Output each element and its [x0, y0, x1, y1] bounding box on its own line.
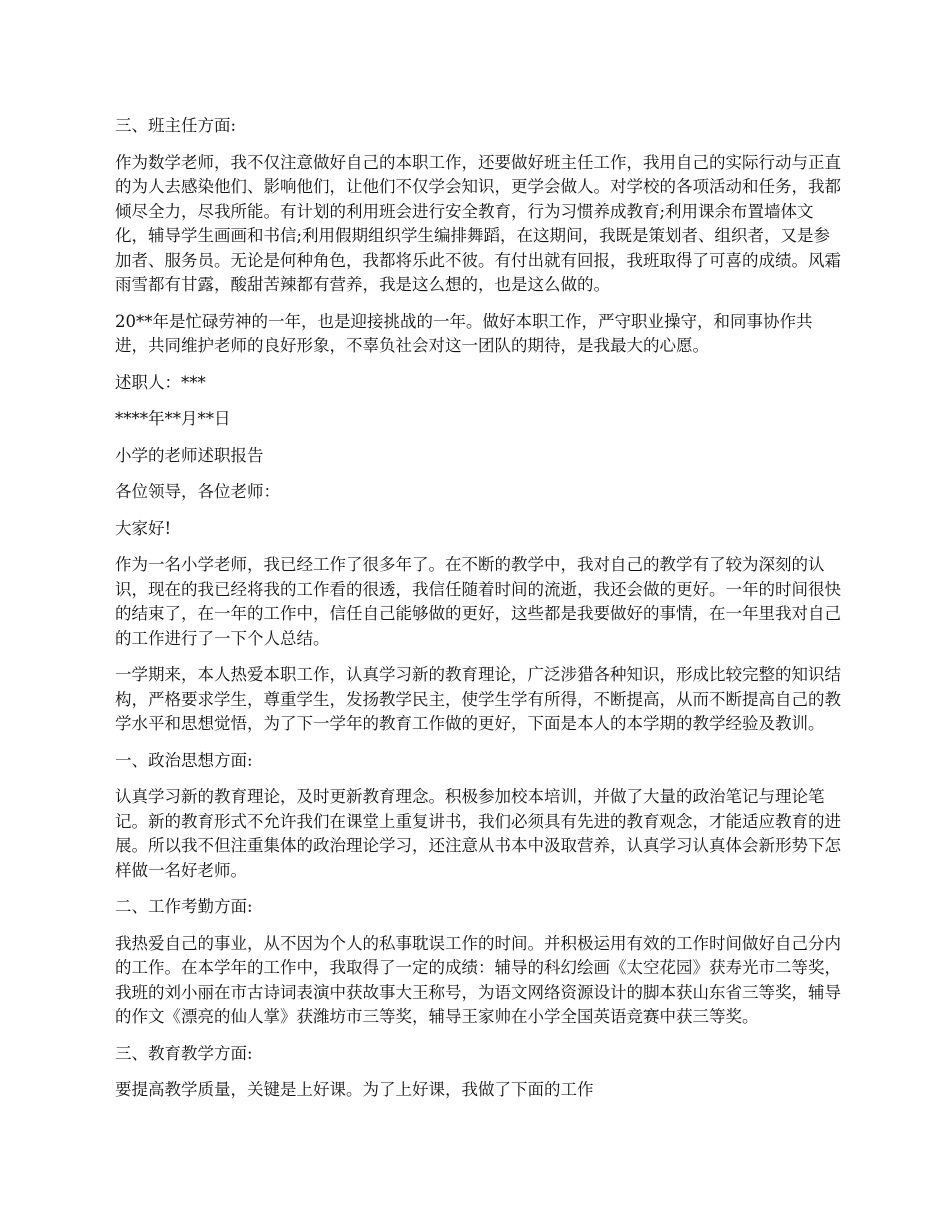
paragraph-class-teacher-work: 作为数学老师，我不仅注意做好自己的本职工作，还要做好班主任工作，我用自己的实际行动与正直的为人去感染他们、影响他们，让他们不仅学会知识，更学会做人。对学校的各项活动和任务，我都倾尽全力，尽我所能。有计划的利用班会进行安全教育，行为习惯养成教育;利用课余布置墙体文化，辅导学生画画和书信;利用假期组织学生编排舞蹈，在这期间，我既是策划者、组织者，又是参加者、服务员。无论是何种角色，我都将乐此不彼。有付出就有回报，我班取得了可喜的成绩。风霜雨雪都有甘露，酸甜苦辣都有营养，我是这么想的，也是这么做的。: [115, 152, 841, 294]
section-heading-teaching: 三、教育教学方面:: [115, 1043, 253, 1063]
report-title: 小学的老师述职报告: [115, 445, 264, 465]
section-heading-attendance: 二、工作考勤方面:: [115, 897, 253, 916]
greeting: 大家好!: [115, 518, 172, 538]
section-heading-class-teacher: 三、班主任方面:: [115, 116, 237, 135]
paragraph-attendance: 我热爱自己的事业，从不因为个人的私事耽误工作的时间。并积极运用有效的工作时间做好自己分内的工作。在本学年的工作中，我取得了一定的成绩：辅导的科幻绘画《太空花园》获寿光市二等奖，我班的刘小丽在市古诗词表演中获故事大王称号，为语文网络资源设计的脚本获山东省三等奖，辅导的作文《漂亮的仙人掌》获潍坊市三等奖，辅导王家帅在小学全国英语竞赛中获三等奖。: [115, 933, 841, 1026]
document-page: [115, 114, 841, 1115]
report-date: ****年**月**日: [115, 409, 231, 428]
paragraph-introduction: 作为一名小学老师，我已经工作了很多年了。在不断的教学中，我对自己的教学有了较为深刻的认识，现在的我已经将我的工作看的很透，我信任随着时间的流逝，我还会做的更好。一年的时间很快的结束了，在一年的工作中，信任自己能够做的更好，这些都是我要做好的事情，在一年里我对自己的工作进行了一下个人总结。: [115, 555, 841, 648]
paragraph-semester-overview: 一学期来，本人热爱本职工作，认真学习新的教育理论，广泛涉猎各种知识，形成比较完整的知识结构，严格要求学生，尊重学生，发扬教学民主，使学生学有所得，不断提高，从而不断提高自己的教学水平和思想觉悟，为了下一学年的教育工作做的更好，下面是本人的本学期的教学经验及教训。: [115, 665, 841, 733]
section-heading-political: 一、政治思想方面:: [115, 750, 253, 770]
reporter-signature: 述职人：***: [115, 372, 206, 392]
paragraph-political: 认真学习新的教育理论，及时更新教育理念。积极参加校本培训，并做了大量的政治笔记与理论笔记。新的教育形式不允许我们在课堂上重复讲书，我们必须具有先进的教育观念，才能适应教育的进展。所以我不但注重集体的政治理论学习，还注意从书本中汲取营养，认真学习认真体会新形势下怎样做一名好老师。: [115, 787, 841, 880]
paragraph-teaching: 要提高教学质量，关键是上好课。为了上好课，我做了下面的工作: [115, 1080, 594, 1099]
paragraph-year-summary: 20**年是忙碌劳神的一年，也是迎接挑战的一年。做好本职工作，严守职业操守，和同事协作共进，共同维护老师的良好形象，不辜负社会对这一团队的期待，是我最大的心愿。: [115, 311, 813, 355]
salutation: 各位领导，各位老师：: [115, 482, 280, 501]
